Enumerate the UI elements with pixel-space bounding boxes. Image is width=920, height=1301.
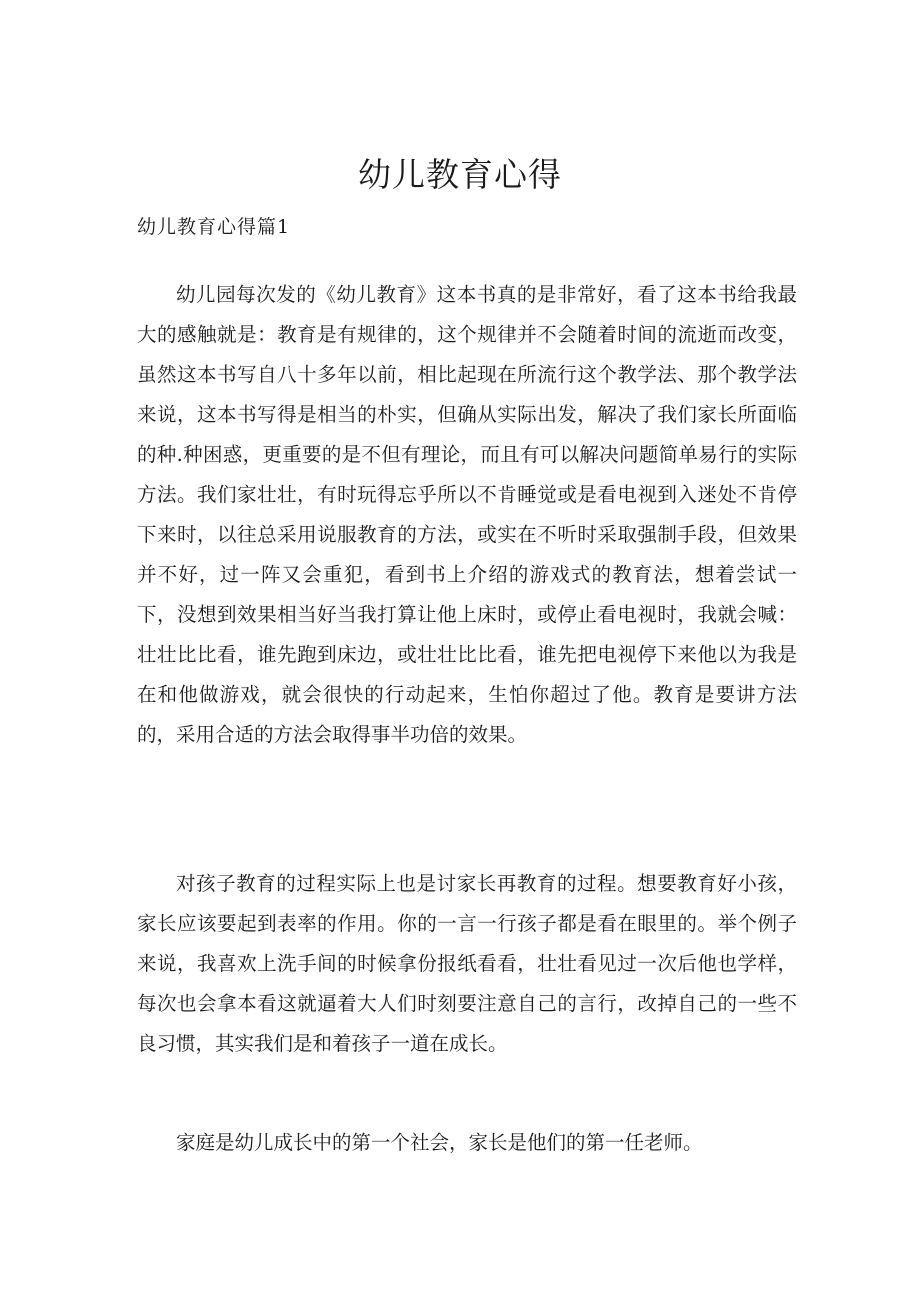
paragraph-3: 家庭是幼儿成长中的第一个社会，家长是他们的第一任老师。 [176,1131,703,1154]
paragraph-2: 对孩子教育的过程实际上也是讨家长再教育的过程。想要教育好小孩，家长应该要起到表率的作用。你的一言一行孩子都是看在眼里的。举个例子来说，我喜欢上洗手间的时候拿份报纸看看，壮壮看见过一次后他也学样，每次也会拿本看这就逼着大人们时刻要注意自己的言行，改掉自己的一些不良习惯，其实我们是和着孩子一道在成长。 [137,872,797,1055]
document-title: 幼儿教育心得 [358,155,562,194]
paragraph-1: 幼儿园每次发的《幼儿教育》这本书真的是非常好，看了这本书给我最大的感触就是：教育是有规律的，这个规律并不会随着时间的流逝而改变，虽然这本书写自八十多年以前，相比起现在所流行这个教学法、那个教学法来说，这本书写得是相当的朴实，但确从实际出发，解决了我们家长所面临的种.种困惑，更重要的是不但有理论，而且有可以解决问题简单易行的实际方法。我们家壮壮，有时玩得忘乎所以不肯睡觉或是看电视到入迷处不肯停下来时，以往总采用说服教育的方法，或实在不听时采取强制手段，但效果并不好，过一阵又会重犯，看到书上介绍的游戏式的教育法，想着尝试一下，没想到效果相当好当我打算让他上床时，或停止看电视时，我就会喊：壮壮比比看，谁先跑到床边，或壮壮比比看，谁先把电视停下来他以为我是在和他做游戏，就会很快的行动起来，生怕你超过了他。教育是要讲方法的，采用合适的方法会取得事半功倍的效果。 [137,283,797,746]
section-heading: 幼儿教育心得篇1 [137,216,291,238]
